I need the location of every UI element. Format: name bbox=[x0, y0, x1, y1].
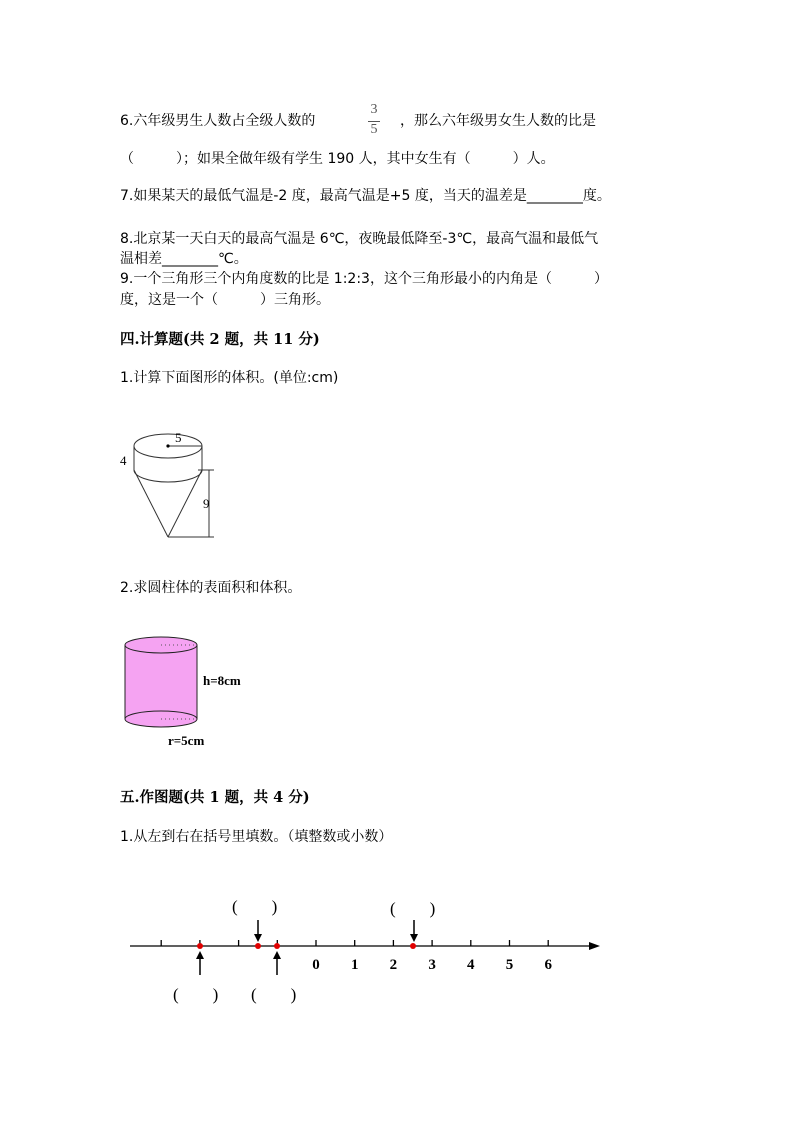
point-c bbox=[274, 943, 280, 949]
radius-label: 5 bbox=[175, 430, 182, 445]
cone-height-label: 9 bbox=[203, 496, 210, 511]
q6-text-part1: 6.六年级男生人数占全级人数的 bbox=[120, 113, 316, 129]
tick-label-2: 2 bbox=[389, 957, 398, 973]
number-line-arrowhead bbox=[589, 942, 600, 950]
tick-label-1: 1 bbox=[350, 957, 359, 973]
tick-label-4: 4 bbox=[467, 957, 475, 973]
arrow-up-icon bbox=[196, 951, 204, 959]
q9-text-line1: 9.一个三角形三个内角度数的比是 1:2:3，这个三角形最小的内角是（ ） bbox=[120, 271, 608, 287]
arrow-up-icon bbox=[273, 951, 281, 959]
top-bracket-2: ( ) bbox=[390, 899, 436, 918]
q6-fraction-numerator: 3 bbox=[370, 102, 378, 117]
q8-text-line2: 温相差________℃。 bbox=[120, 251, 248, 267]
q6-text-line2: （ ）；如果全做年级有学生 190 人，其中女生有（ ）人。 bbox=[120, 151, 555, 167]
tick-label-3: 3 bbox=[428, 957, 436, 973]
section4-heading: 四.计算题(共 2 题，共 11 分) bbox=[120, 331, 320, 348]
q8-text-line1: 8.北京某一天白天的最高气温是 6℃，夜晚最低降至-3℃，最高气温和最低气 bbox=[120, 231, 599, 247]
tick-label-0: 0 bbox=[312, 957, 320, 973]
section4-q1-text: 1.计算下面图形的体积。(单位:cm) bbox=[120, 370, 339, 386]
cylinder-body bbox=[125, 645, 197, 719]
q6-text-part2: ，那么六年级男女生人数的比是 bbox=[400, 113, 596, 129]
center-dot bbox=[166, 444, 169, 447]
section5-heading: 五.作图题(共 1 题，共 4 分) bbox=[120, 789, 310, 806]
number-line bbox=[125, 885, 605, 1015]
cylinder-cone-figure bbox=[118, 420, 218, 545]
cylinder-figure bbox=[120, 632, 250, 752]
r-label: r=5cm bbox=[168, 733, 205, 748]
q9-text-line2: 度，这是一个（ ）三角形。 bbox=[120, 292, 330, 308]
section4-q2-text: 2.求圆柱体的表面积和体积。 bbox=[120, 580, 302, 596]
height-label: 4 bbox=[120, 453, 127, 468]
bottom-bracket-1: ( ) bbox=[173, 985, 219, 1004]
point-b bbox=[255, 943, 261, 949]
q7-text: 7.如果某天的最低气温是-2 度，最高气温是+5 度，当天的温差是________度。 bbox=[120, 188, 611, 204]
tick-label-6: 6 bbox=[544, 957, 552, 973]
arrow-down-icon bbox=[254, 934, 262, 942]
top-bracket-1: ( ) bbox=[232, 897, 278, 916]
bottom-bracket-2: ( ) bbox=[251, 985, 297, 1004]
tick-label-5: 5 bbox=[505, 957, 514, 973]
point-a bbox=[197, 943, 203, 949]
section5-q1-text: 1.从左到右在括号里填数。（填整数或小数） bbox=[120, 829, 393, 845]
q6-fraction-denominator: 5 bbox=[370, 122, 378, 137]
h-label: h=8cm bbox=[203, 673, 241, 688]
point-d bbox=[410, 943, 416, 949]
arrow-down-icon bbox=[410, 934, 418, 942]
